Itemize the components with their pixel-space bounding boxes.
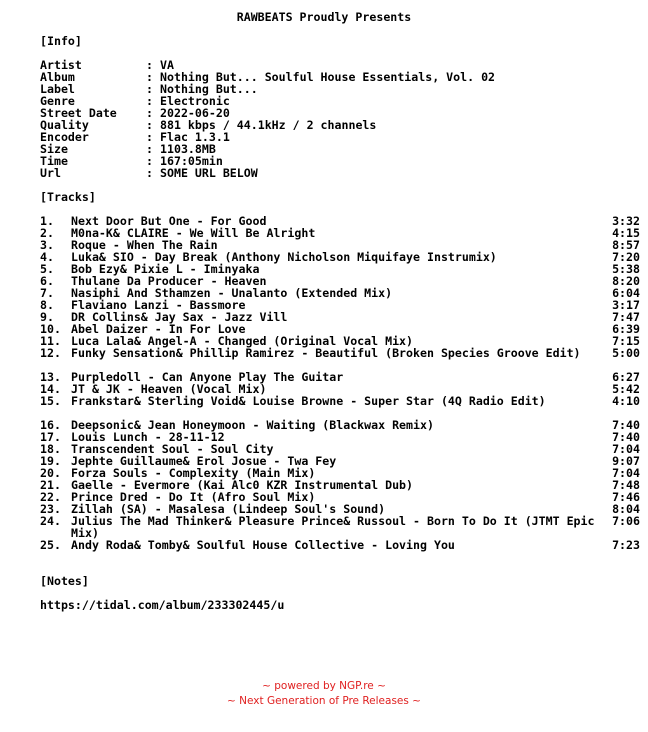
- track-title: Louis Lunch - 28-11-12: [71, 430, 225, 444]
- tracks-heading: [Tracks]: [40, 190, 96, 204]
- track-title: Purpledoll - Can Anyone Play The Guitar: [71, 370, 344, 384]
- track-number: 9.: [40, 310, 54, 324]
- track-number: 3.: [40, 238, 54, 252]
- track-title: Zillah (SA) - Masalesa (Lindeep Soul's Sound): [71, 502, 386, 516]
- track-duration: 7:47: [612, 310, 640, 324]
- track-duration: 5:38: [612, 262, 640, 276]
- info-key: Encoder: [40, 130, 89, 144]
- track-duration: 7:40: [612, 418, 640, 432]
- track-title: Thulane Da Producer - Heaven: [71, 274, 267, 288]
- track-duration: 7:48: [612, 478, 640, 492]
- track-number: 11.: [40, 334, 61, 348]
- track-title: Luka& SIO - Day Break (Anthony Nicholson Miquifaye Instrumix): [71, 250, 497, 264]
- info-separator: :: [146, 154, 153, 168]
- info-separator: :: [146, 70, 153, 84]
- info-key: Album: [40, 70, 75, 84]
- info-separator: :: [146, 82, 153, 96]
- track-number: 25.: [40, 538, 61, 552]
- track-duration: 6:04: [612, 286, 640, 300]
- info-separator: :: [146, 166, 153, 180]
- track-number: 2.: [40, 226, 54, 240]
- track-title: M0na-K& CLAIRE - We Will Be Alright: [71, 226, 316, 240]
- track-duration: 8:20: [612, 274, 640, 288]
- track-title: JT & JK - Heaven (Vocal Mix): [71, 382, 267, 396]
- info-separator: :: [146, 94, 153, 108]
- track-title: Abel Daizer - In For Love: [71, 322, 246, 336]
- track-title: Bob Ezy& Pixie L - Iminyaka: [71, 262, 260, 276]
- track-title: Funky Sensation& Phillip Ramirez - Beautiful (Broken Species Groove Edit): [71, 346, 581, 360]
- track-duration: 4:15: [612, 226, 640, 240]
- info-value: Flac 1.3.1: [160, 130, 230, 144]
- track-title: Gaelle - Evermore (Kai Alc0 KZR Instrumental Dub): [71, 478, 414, 492]
- track-number: 13.: [40, 370, 61, 384]
- info-value: Nothing But... Soulful House Essentials, Vol. 02: [160, 70, 496, 84]
- track-duration: 7:23: [612, 538, 640, 552]
- info-key: Time: [40, 154, 68, 168]
- info-key: Street Date: [40, 106, 117, 120]
- track-number: 19.: [40, 454, 61, 468]
- footer-powered-by: ~ powered by NGP.re ~: [262, 680, 386, 692]
- track-duration: 7:04: [612, 466, 640, 480]
- info-value: VA: [160, 58, 174, 72]
- track-duration: 3:17: [612, 298, 640, 312]
- track-number: 24.: [40, 514, 61, 528]
- track-number: 4.: [40, 250, 54, 264]
- info-key: Size: [40, 142, 68, 156]
- track-number: 22.: [40, 490, 61, 504]
- info-heading: [Info]: [40, 34, 82, 48]
- info-value: 167:05min: [160, 154, 223, 168]
- track-duration: 7:06: [612, 514, 640, 528]
- track-number: 8.: [40, 298, 54, 312]
- track-number: 5.: [40, 262, 54, 276]
- track-duration: 6:39: [612, 322, 640, 336]
- track-number: 23.: [40, 502, 61, 516]
- track-duration: 4:10: [612, 394, 640, 408]
- track-duration: 7:04: [612, 442, 640, 456]
- track-duration: 8:04: [612, 502, 640, 516]
- track-title: Next Door But One - For Good: [71, 214, 267, 228]
- track-title: DR Collins& Jay Sax - Jazz Vill: [71, 310, 288, 324]
- track-title: Flaviano Lanzi - Bassmore: [71, 298, 246, 312]
- track-duration: 8:57: [612, 238, 640, 252]
- info-separator: :: [146, 142, 153, 156]
- track-duration: 7:40: [612, 430, 640, 444]
- track-duration: 6:27: [612, 370, 640, 384]
- track-number: 21.: [40, 478, 61, 492]
- track-number: 7.: [40, 286, 54, 300]
- info-key: Genre: [40, 94, 75, 108]
- info-separator: :: [146, 106, 153, 120]
- track-duration: 3:32: [612, 214, 640, 228]
- track-duration: 5:42: [612, 382, 640, 396]
- info-value: 1103.8MB: [160, 142, 216, 156]
- track-title: Jephte Guillaume& Erol Josue - Twa Fey: [71, 454, 337, 468]
- track-title: Julius The Mad Thinker& Pleasure Prince& Russoul - Born To Do It (JTMT Epic Mix): [71, 514, 595, 540]
- info-row: [40, 71, 495, 83]
- track-title: Deepsonic& Jean Honeymoon - Waiting (Blackwax Remix): [71, 418, 434, 432]
- track-duration: 7:20: [612, 250, 640, 264]
- info-value: 2022-06-20: [160, 106, 230, 120]
- info-value: 881 kbps / 44.1kHz / 2 channels: [160, 118, 377, 132]
- track-number: 15.: [40, 394, 61, 408]
- info-separator: :: [146, 118, 153, 132]
- info-row: [40, 167, 258, 179]
- track-duration: 5:00: [612, 346, 640, 360]
- info-separator: :: [146, 130, 153, 144]
- track-duration: 7:15: [612, 334, 640, 348]
- info-value: Electronic: [160, 94, 230, 108]
- info-separator: :: [146, 58, 153, 72]
- track-title: Luca Lala& Angel-A - Changed (Original Vocal Mix): [71, 334, 414, 348]
- info-key: Quality: [40, 118, 89, 132]
- track-title: Prince Dred - Do It (Afro Soul Mix): [71, 490, 316, 504]
- track-title: Nasiphi And Sthamzen - Unalanto (Extended Mix): [71, 286, 393, 300]
- track-title: Frankstar& Sterling Void& Louise Browne - Super Star (4Q Radio Edit): [71, 394, 546, 408]
- release-header: RAWBEATS Proudly Presents: [236, 10, 412, 24]
- track-duration: 9:07: [612, 454, 640, 468]
- track-number: 14.: [40, 382, 61, 396]
- track-number: 1.: [40, 214, 54, 228]
- track-title: Andy Roda& Tomby& Soulful House Collective - Loving You: [71, 538, 455, 552]
- info-key: Label: [40, 82, 75, 96]
- track-number: 16.: [40, 418, 61, 432]
- track-title: Transcendent Soul - Soul City: [71, 442, 274, 456]
- notes-url: https://tidal.com/album/233302445/u: [40, 598, 285, 612]
- footer-tagline: ~ Next Generation of Pre Releases ~: [227, 695, 421, 707]
- info-key: Artist: [40, 58, 82, 72]
- track-number: 17.: [40, 430, 61, 444]
- track-number: 10.: [40, 322, 61, 336]
- info-value: SOME URL BELOW: [160, 166, 258, 180]
- track-number: 18.: [40, 442, 61, 456]
- info-key: Url: [40, 166, 61, 180]
- track-number: 6.: [40, 274, 54, 288]
- track-title: Forza Souls - Complexity (Main Mix): [71, 466, 316, 480]
- notes-heading: [Notes]: [40, 574, 89, 588]
- track-title: Roque - When The Rain: [71, 238, 218, 252]
- info-value: Nothing But...: [160, 82, 258, 96]
- track-number: 20.: [40, 466, 61, 480]
- track-number: 12.: [40, 346, 61, 360]
- track-duration: 7:46: [612, 490, 640, 504]
